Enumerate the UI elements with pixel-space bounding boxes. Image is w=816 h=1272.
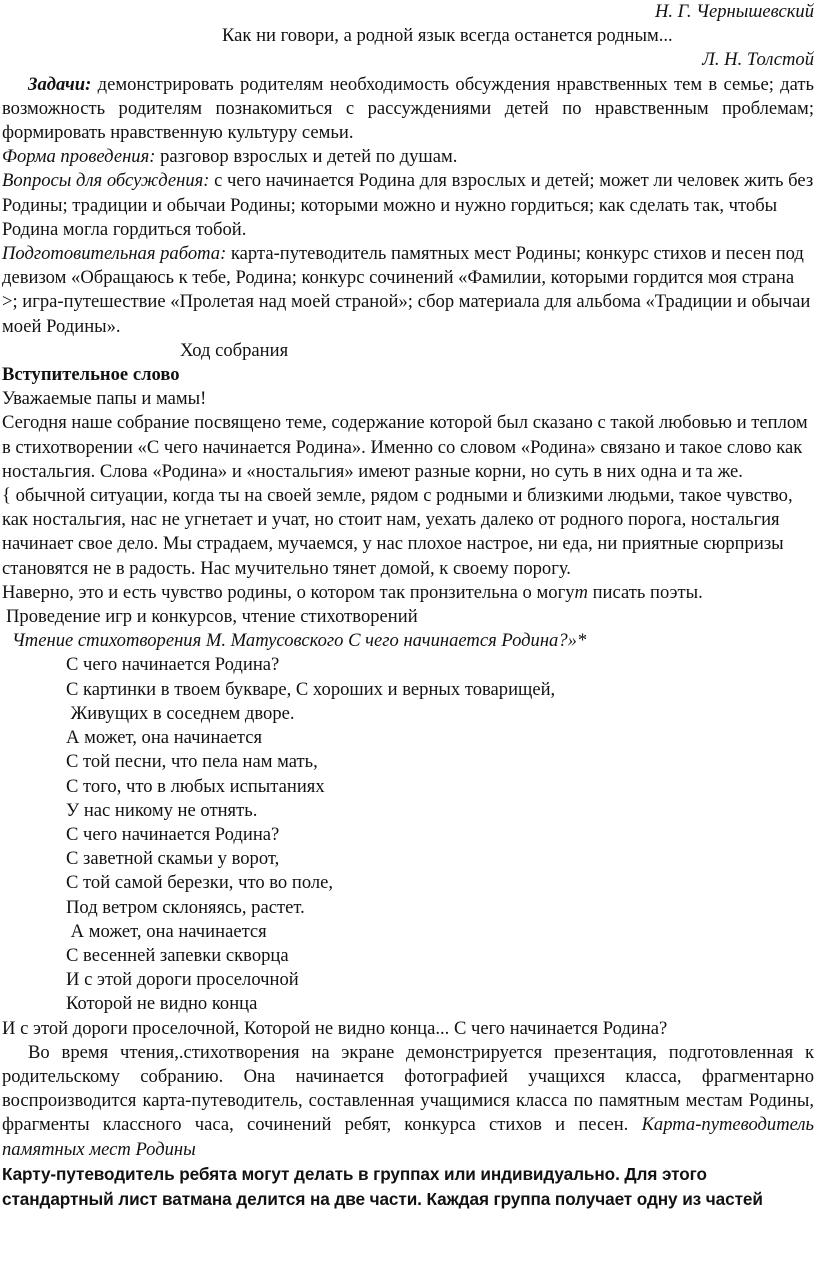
form-paragraph: [2, 145, 814, 169]
intro-p3-text-italic: т: [574, 581, 588, 603]
intro-paragraph-1: Сегодня наше собрание посвящено теме, содержание которой был сказано с такой любовью и теплом в стихотворении «С чего начинается Родина». Именно со словом «Родина» связано и такое слово как ностальгия. Слова «Родина» и «ностальгия» имеют разные корни, но суть в них одна и та же.: [2, 412, 808, 482]
questions-text: с чего начинается Родина для взрослых и детей; может ли человек жить без Родины; традиции и обычаи Родины; которыми можно и нужно гордиться; как сделать так, чтобы Родина могла гордиться тобой.: [2, 170, 814, 240]
epigraph-author-chernyshevsky: Н. Г. Чернышевский: [654, 1, 814, 22]
questions-label: Вопросы для обсуждения:: [2, 170, 210, 192]
poem-line: А может, она начинается: [66, 920, 267, 942]
intro-heading: Вступительное слово: [2, 364, 180, 386]
poem-line: С чего начинается Родина?: [66, 823, 280, 845]
intro-paragraph-2: { обычной ситуации, когда ты на своей земле, рядом с родными и близкими людьми, такое чувство, как ностальгия, нас не угнетает и учат, но стоит нам, уехать далеко от родного порога, ностальгия начинает свое дело. Мы страдаем, мучаемся, у нас плохое настрое, ни еда, ни приятные сюрпризы становятся не в радость. Нас мучительно тянет домой, к своему порогу.: [2, 485, 793, 579]
presentation-label: Карта-путеводитель памятных мест Родины: [2, 1114, 814, 1160]
form-text: разговор взрослых и детей по душам.: [155, 146, 458, 168]
intro-p3-text-c: писать поэты.: [587, 581, 703, 603]
prep-label: Подготовительная работа:: [2, 243, 227, 265]
poem-line: С того, что в любых испытаниях: [66, 775, 325, 797]
epigraph-author-tolstoy: Л. Н. Толстой: [702, 49, 814, 71]
poem-line: А может, она начинается: [66, 727, 263, 749]
prep-text: карта-путеводитель памятных мест Родины; конкурс стихов и песен под девизом «Обращаюсь к тебе, Родина; конкурс сочинений «Фамилии, которыми гордится моя страна >; игра-путешествие «Пролетая над моей страной»; сбор материала для альбома «Традиции и обычаи моей Родины».: [2, 243, 811, 337]
poem-line: И с этой дороги проселочной: [66, 969, 299, 991]
intro-greeting: Уважаемые папы и мамы!: [2, 388, 207, 410]
questions-paragraph: [2, 169, 814, 242]
map-paragraph: Карту-путеводитель ребята могут делать в группах или индивидуально. Для этого стандартный лист ватмана делится на две части. Каждая группа получает одну из частей: [2, 1163, 763, 1209]
poem-line: С той песни, что пела нам мать,: [66, 751, 318, 773]
poem-line: Под ветром склоняясь, растет.: [66, 896, 305, 918]
tasks-label: Задачи:: [28, 73, 92, 95]
prep-paragraph: [2, 242, 814, 339]
poem-line: С весенней запевки скворца: [66, 944, 289, 966]
tasks-paragraph: [2, 73, 814, 146]
poem-line: С картинки в твоем букваре, С хороших и верных товарищей,: [66, 678, 556, 700]
poem-line: Живущих в соседнем дворе.: [66, 702, 295, 724]
poem-line: У нас никому не отнять.: [66, 799, 258, 821]
games-line: Проведение игр и конкурсов, чтение стихотворений: [6, 606, 418, 628]
tasks-text: демонстрировать родителям необходимость обсуждения нравственных тем в семье; дать возможность родителям познакомиться с рассуждениями детей по нравственным проблемам; формировать нравственную культуру семьи.: [2, 73, 814, 144]
presentation-text: Во время чтения,.стихотворения на экране демонстрируется презентация, подготовленная к родительскому собранию. Она начинается фотографией учащихся класса, фрагментарно воспроизводится карта-путеводитель, составленная учащимися класса по памятным местам Родины, фрагменты классного часа, сочинений ребят, конкурса стихов и песен.: [2, 1041, 814, 1136]
intro-p3-text-a: Наверно, это и есть чувство родины, о котором так пронзительна о могу: [2, 581, 575, 603]
poem: [2, 653, 814, 1016]
intro-paragraph-3: [2, 581, 814, 605]
poem-tail: И с этой дороги проселочной, Которой не видно конца... С чего начинается Родина?: [2, 1017, 668, 1039]
meeting-title: Ход собрания: [180, 339, 289, 361]
form-label: Форма проведения:: [2, 146, 156, 168]
reading-title: Чтение стихотворения М. Матусовского С чего начинается Родина?»*: [12, 630, 587, 652]
presentation-paragraph: [2, 1041, 814, 1162]
epigraph-quote: Как ни говори, а родной язык всегда останется родным...: [222, 25, 673, 47]
poem-line: С той самой березки, что во поле,: [66, 872, 334, 894]
poem-line: С заветной скамьи у ворот,: [66, 848, 280, 870]
poem-line: С чего начинается Родина?: [66, 654, 280, 676]
poem-line: Которой не видно конца: [66, 993, 258, 1015]
